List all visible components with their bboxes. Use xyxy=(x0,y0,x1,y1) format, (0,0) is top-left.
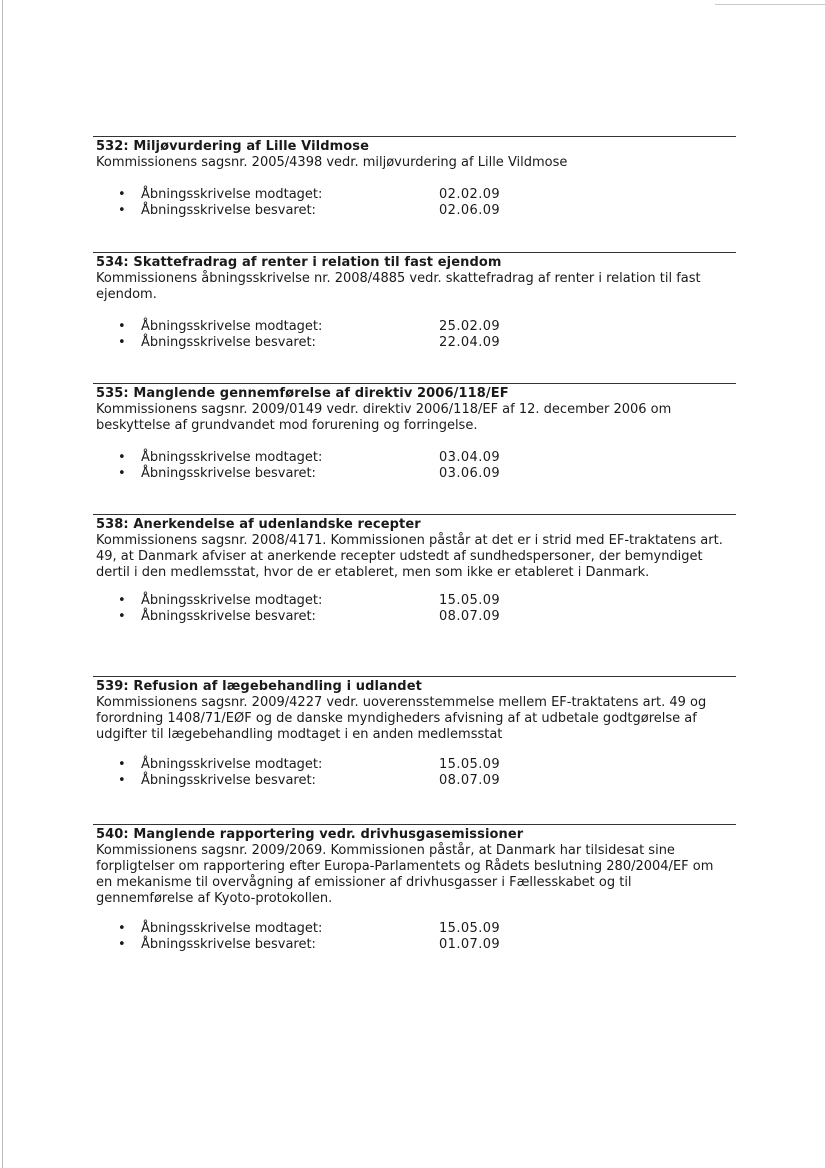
received-label: Åbningsskrivelse modtaget: xyxy=(141,450,323,465)
case-539 xyxy=(91,676,736,789)
answered-date: 08.07.09 xyxy=(439,773,501,788)
bullet-icon: • xyxy=(118,335,126,350)
bullet-icon: • xyxy=(118,773,126,788)
status-list xyxy=(91,450,736,482)
section-rule xyxy=(93,252,736,253)
list-item xyxy=(91,187,736,203)
list-item xyxy=(91,757,736,773)
bullet-icon: • xyxy=(118,203,126,218)
case-description: Kommissionens sagsnr. 2005/4398 vedr. miljøvurdering af Lille Vildmose xyxy=(96,155,568,170)
answered-date: 01.07.09 xyxy=(439,937,501,952)
bullet-icon: • xyxy=(118,593,126,608)
bullet-icon: • xyxy=(118,187,126,202)
scan-edge-top xyxy=(715,4,825,5)
received-date: 25.02.09 xyxy=(439,319,501,334)
section-rule xyxy=(93,136,736,137)
case-535 xyxy=(91,383,736,482)
received-date: 03.04.09 xyxy=(439,450,501,465)
answered-label: Åbningsskrivelse besvaret: xyxy=(141,466,316,481)
received-date: 15.05.09 xyxy=(439,593,501,608)
case-540 xyxy=(91,824,736,953)
bullet-icon: • xyxy=(118,466,126,481)
received-label: Åbningsskrivelse modtaget: xyxy=(141,319,323,334)
case-title: 535: Manglende gennemførelse af direktiv 2006/118/EF xyxy=(96,386,509,401)
case-title: 540: Manglende rapportering vedr. drivhusgasemissioner xyxy=(96,827,524,842)
received-label: Åbningsskrivelse modtaget: xyxy=(141,187,323,202)
bullet-icon: • xyxy=(118,921,126,936)
case-description: Kommissionens sagsnr. 2009/2069. Kommissionen påstår, at Danmark har tilsidesat sine forpligtelser om rapportering efter Europa-Parlamentets og Rådets beslutning 280/2004/EF om en mekanisme til overvågning af emissioner af drivhusgasser i Fællesskabet og til gennemførelse af Kyoto-protokollen. xyxy=(96,843,714,906)
answered-label: Åbningsskrivelse besvaret: xyxy=(141,773,316,788)
bullet-icon: • xyxy=(118,609,126,624)
answered-label: Åbningsskrivelse besvaret: xyxy=(141,609,316,624)
status-list xyxy=(91,319,736,351)
scan-edge-left xyxy=(2,0,3,1168)
received-label: Åbningsskrivelse modtaget: xyxy=(141,921,323,936)
case-title: 534: Skattefradrag af renter i relation til fast ejendom xyxy=(96,255,502,270)
list-item xyxy=(91,450,736,466)
bullet-icon: • xyxy=(118,757,126,772)
list-item xyxy=(91,937,736,953)
list-item xyxy=(91,203,736,219)
list-item xyxy=(91,319,736,335)
case-description: Kommissionens sagsnr. 2009/0149 vedr. direktiv 2006/118/EF af 12. december 2006 om beskyttelse af grundvandet mod forurening og forringelse. xyxy=(96,402,672,433)
status-list xyxy=(91,593,736,625)
answered-date: 02.06.09 xyxy=(439,203,501,218)
case-description: Kommissionens sagsnr. 2008/4171. Kommissionen påstår at det er i strid med EF-traktatens art. 49, at Danmark afviser at anerkende recepter udstedt af sundhedspersoner, der bemyndiget dertil i den medlemsstat, hvor de er etableret, men som ikke er etableret i Danmark. xyxy=(96,533,723,580)
case-title: 532: Miljøvurdering af Lille Vildmose xyxy=(96,139,370,154)
case-description: Kommissionens åbningsskrivelse nr. 2008/4885 vedr. skattefradrag af renter i relation til fast ejendom. xyxy=(96,271,701,302)
list-item xyxy=(91,335,736,351)
case-534 xyxy=(91,252,736,351)
answered-date: 03.06.09 xyxy=(439,466,501,481)
list-item xyxy=(91,773,736,789)
section-rule xyxy=(93,676,736,677)
received-label: Åbningsskrivelse modtaget: xyxy=(141,757,323,772)
bullet-icon: • xyxy=(118,937,126,952)
case-title: 539: Refusion af lægebehandling i udlandet xyxy=(96,679,422,694)
answered-date: 08.07.09 xyxy=(439,609,501,624)
received-label: Åbningsskrivelse modtaget: xyxy=(141,593,323,608)
received-date: 15.05.09 xyxy=(439,757,501,772)
list-item xyxy=(91,593,736,609)
status-list xyxy=(91,921,736,953)
bullet-icon: • xyxy=(118,319,126,334)
status-list xyxy=(91,187,736,219)
list-item xyxy=(91,609,736,625)
received-date: 02.02.09 xyxy=(439,187,501,202)
answered-label: Åbningsskrivelse besvaret: xyxy=(141,203,316,218)
case-title: 538: Anerkendelse af udenlandske recepter xyxy=(96,517,421,532)
status-list xyxy=(91,757,736,789)
received-date: 15.05.09 xyxy=(439,921,501,936)
answered-label: Åbningsskrivelse besvaret: xyxy=(141,937,316,952)
case-538 xyxy=(91,514,736,625)
list-item xyxy=(91,466,736,482)
case-description: Kommissionens sagsnr. 2009/4227 vedr. uoverensstemmelse mellem EF-traktatens art. 49 og forordning 1408/71/EØF og de danske myndigheders afvisning af at udbetale godtgørelse af udgifter til lægebehandling modtaget i en anden medlemsstat xyxy=(96,695,707,742)
answered-date: 22.04.09 xyxy=(439,335,501,350)
section-rule xyxy=(93,514,736,515)
bullet-icon: • xyxy=(118,450,126,465)
answered-label: Åbningsskrivelse besvaret: xyxy=(141,335,316,350)
list-item xyxy=(91,921,736,937)
case-532 xyxy=(91,136,736,219)
section-rule xyxy=(93,824,736,825)
section-rule xyxy=(93,383,736,384)
